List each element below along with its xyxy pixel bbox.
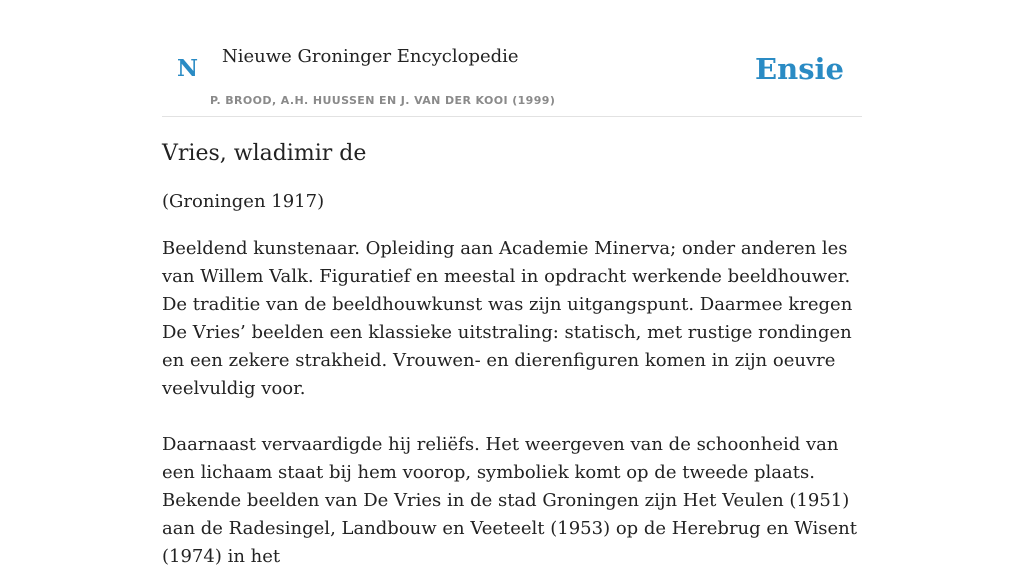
book-title-link[interactable]: Nieuwe Groninger Encyclopedie bbox=[222, 46, 519, 67]
book-logo-icon[interactable]: N bbox=[177, 55, 199, 82]
book-authors: P. BROOD, A.H. HUUSSEN EN J. VAN DER KOOI (1999) bbox=[210, 94, 556, 107]
entry-content bbox=[162, 138, 862, 571]
entry-meta: (Groningen 1917) bbox=[162, 191, 325, 212]
book-header bbox=[162, 0, 862, 117]
entry-paragraph: Beeldend kunstenaar. Opleiding aan Academie Minerva; onder anderen les van Willem Valk. Figuratief en meestal in opdracht werkende beeldhouwer. De traditie van de beeldhouwkunst was zijn uitgangspunt. Daarmee kregen De Vries’ beelden een klassieke uitstraling: statisch, met rustige rondingen en een zekere strakheid. Vrouwen- en dierenfiguren komen in zijn oeuvre veelvuldig voor. bbox=[162, 238, 853, 399]
entry-title: Vries, wladimir de bbox=[162, 141, 367, 166]
entry-paragraph: Daarnaast vervaardigde hij reliëfs. Het weergeven van de schoonheid van een lichaam staat bij hem voorop, symboliek komt op de tweede plaats. Bekende beelden van De Vries in de stad Groningen zijn Het Veulen (1951) aan de Radesingel, Landbouw en Veeteelt (1953) op de Herebrug en Wisent (1974) in het bbox=[162, 434, 858, 567]
ensie-logo-link[interactable]: Ensie bbox=[755, 52, 844, 86]
